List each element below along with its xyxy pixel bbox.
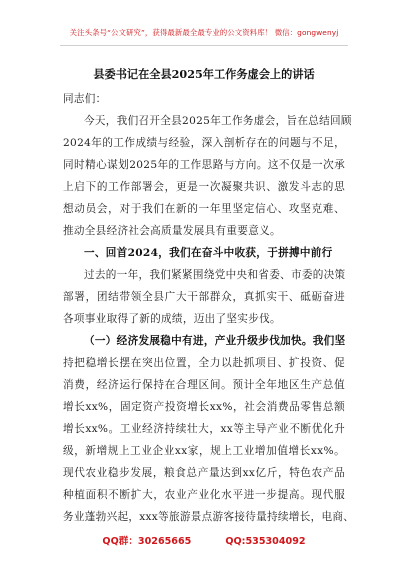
paragraph-line: 推动全县经济社会高质量发展具有重要意义。 [63,225,281,237]
footer-qq-number: QQ:535304092 [225,536,306,547]
paragraph-line: 增长xx%。工业经济持续壮大，xx等主导产业不断优化升 [63,423,345,435]
header-divider [60,45,348,46]
paragraph-line: 部署，团结带领全县广大干部群众，真抓实干、砥砺奋进 [63,291,345,303]
paragraph-line: 过去的一年，我们紧紧围绕党中央和省委、市委的决策 [84,269,346,281]
paragraph-line: 种植面积不断扩大，农业产业化水平进一步提高。现代服 [63,489,345,501]
paragraph-line: 持把稳增长摆在突出位置，全力以赴抓项目、扩投资、促 [63,357,345,369]
header-banner: 关注头条号“公文研究”，获得最新最全最专业的公文资料库！ 微信：gongwenyj [69,28,339,37]
paragraph-line: 现代农业稳步发展，粮食总产量达到xx亿斤，特色农产品 [63,467,345,479]
salutation: 同志们： [63,93,107,105]
paragraph-line: 务业蓬勃兴起，xxx等旅游景点游客接待量持续增长，电商、 [63,511,355,523]
footer-qq-group: QQ群：30265665 [102,536,192,547]
paragraph-line: 消费，经济运行保持在合理区间。预计全年地区生产总值 [63,379,345,391]
paragraph-line: 今天，我们召开全县2025年工作务虚会，旨在总结回顾 [84,115,352,127]
paragraph-line: 级，新增规上工业企业xx家，规上工业增加值增长xx%。 [63,445,345,457]
paragraph-line: 上启下的工作部署会，更是一次凝聚共识、激发斗志的思 [63,181,345,193]
section-heading: 一、回首2024，我们在奋斗中收获，于拼搏中前行 [84,247,333,259]
footer-contact [0,533,408,547]
paragraph-line: 2024年的工作成绩与经验，深入剖析存在的问题与不足， [63,137,345,149]
subsection-heading: （一）经济发展稳中有进，产业升级步伐加快。我们坚 [84,335,346,347]
document-title: 县委书记在全县2025年工作务虚会上的讲话 [93,67,315,81]
paragraph-line: 想动员会，对于我们在新的一年里坚定信心、攻坚克难、 [63,203,345,215]
document-body [63,88,355,528]
paragraph-line: 各项事业取得了新的成绩，迈出了坚实步伐。 [63,313,281,325]
paragraph-line: 同时精心谋划2025年的工作思路与方向。这不仅是一次承 [63,159,345,171]
paragraph-line: 增长xx%，固定资产投资增长xx%，社会消费品零售总额 [63,401,345,413]
